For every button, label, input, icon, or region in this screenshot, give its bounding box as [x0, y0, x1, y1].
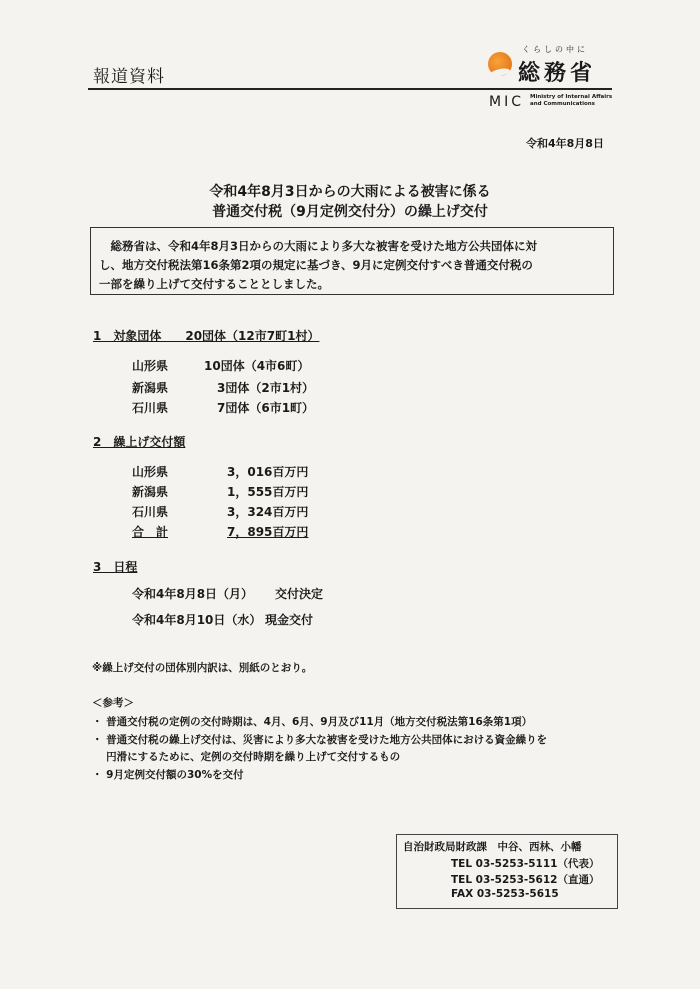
mic-line-1: Ministry of Internal Affairs	[530, 94, 613, 100]
reference-item-1: ・ 普通交付税の定例の交付時期は、4月、6月、9月及び11月（地方交付税法第16条第1項）	[92, 716, 533, 728]
reference-item-2-cont: 円滑にするために、定例の交付時期を繰り上げて交付するもの	[92, 751, 401, 763]
schedule-event-2: 現金交付	[265, 613, 314, 627]
section-2-pref-niigata: 新潟県	[132, 485, 169, 499]
footnote: ※繰上げ交付の団体別内訳は、別紙のとおり。	[92, 662, 313, 674]
section-1-pref-yamagata: 山形県	[132, 359, 169, 373]
mic-line-2: and Communications	[530, 101, 595, 107]
logo-tagline: くらしの中に	[522, 45, 588, 54]
schedule-date-1: 令和4年8月8日（月）	[132, 587, 254, 601]
contact-fax: FAX 03-5253-5615	[451, 888, 559, 900]
section-2-total-amount: 7，895百万円	[227, 525, 309, 539]
title-line-2: 普通交付税（9月定例交付分）の繰上げ交付	[212, 204, 488, 220]
page-title	[0, 182, 700, 222]
contact-tel-direct: TEL 03-5253-5612（直通）	[451, 874, 600, 886]
section-3-heading: 3 日程	[93, 560, 138, 574]
schedule-event-1: 交付決定	[275, 587, 324, 601]
section-1-detail-yamagata: 10団体（4市6町）	[204, 359, 310, 373]
section-1-pref-ishikawa: 石川県	[132, 401, 169, 415]
summary-line-3: 一部を繰り上げて交付することとしました。	[99, 277, 329, 291]
contact-department: 自治財政局財政課 中谷、西林、小幡	[403, 841, 582, 853]
section-2-amount-niigata: 1，555百万円	[227, 485, 309, 499]
release-date: 令和4年8月8日	[526, 137, 604, 150]
section-1-detail-niigata: 3団体（2市1村）	[217, 381, 315, 395]
reference-item-2: ・ 普通交付税の繰上げ交付は、災害により多大な被害を受けた地方公共団体における資金繰りを	[92, 734, 548, 746]
schedule-date-2: 令和4年8月10日（水）	[132, 613, 262, 627]
section-2-amount-ishikawa: 3，324百万円	[227, 505, 309, 519]
contact-tel-main: TEL 03-5253-5111（代表）	[451, 858, 600, 870]
section-1-detail-ishikawa: 7団体（6市1町）	[217, 401, 315, 415]
section-2-pref-yamagata: 山形県	[132, 465, 169, 479]
section-2-heading: 2 繰上げ交付額	[93, 435, 186, 449]
summary-box	[90, 227, 614, 295]
section-1-pref-niigata: 新潟県	[132, 381, 169, 395]
summary-line-1: 総務省は、令和4年8月3日からの大雨により多大な被害を受けた地方公共団体に対	[99, 239, 538, 253]
section-2-pref-ishikawa: 石川県	[132, 505, 169, 519]
section-1-heading: 1 対象団体 20団体（12市7町1村）	[93, 329, 320, 343]
header-rule	[88, 88, 612, 90]
title-line-1: 令和4年8月3日からの大雨による被害に係る	[209, 184, 491, 200]
reference-item-3: ・ 9月定例交付額の30%を交付	[92, 769, 244, 781]
reference-heading: ＜参考＞	[92, 697, 134, 709]
mic-full-name	[530, 94, 612, 108]
ministry-logo-icon	[488, 52, 512, 76]
document-type: 報道資料	[93, 67, 165, 87]
section-2-amount-yamagata: 3，016百万円	[227, 465, 309, 479]
mic-abbreviation: MIC	[489, 94, 524, 110]
section-2-total-label: 合 計	[132, 525, 169, 539]
logo-name: 総務省	[518, 61, 597, 86]
summary-line-2: し、地方交付税法第16条第2項の規定に基づき、9月に定例交付すべき普通交付税の	[99, 258, 533, 272]
